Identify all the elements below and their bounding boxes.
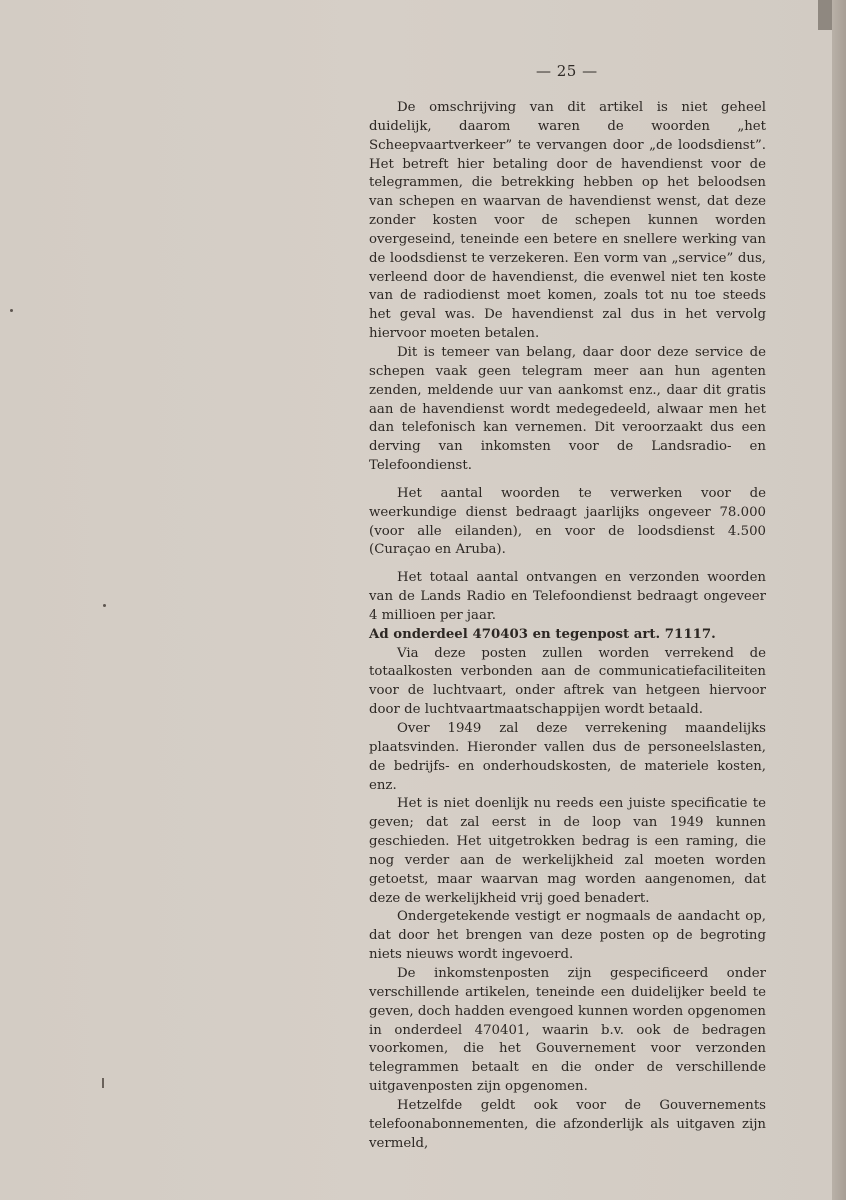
paper-mark xyxy=(102,1078,104,1088)
page-number: — 25 — xyxy=(536,62,598,80)
paragraph: De omschrijving van dit artikel is niet geheel duidelijk, daarom waren de woorden „het Scheepvaartverkeer” te vervangen door „de loodsdienst”. Het betreft hier betaling door de havendienst voor de telegrammen, die betrekking hebben op het beloodsen van schepen en waarvan de havendienst wenst, dat deze zonder kosten voor de schepen kunnen worden overgeseind, teneinde een betere en snellere werking van de loodsdienst te verzekeren. Een vorm van „service” dus, verleend door de havendienst, die evenwel niet ten koste van de radiodienst moet komen, zoals tot nu toe steeds het geval was. De havendienst zal dus in het vervolg hiervoor moeten betalen. xyxy=(369,100,766,342)
paragraph: Dit is temeer van belang, daar door deze service de schepen vaak geen telegram meer aan hun agenten zenden, meldende uur van aankomst enz., daar dit gratis aan de havendienst wordt medegedeeld, alwaar men het dan telefonisch kan vernemen. Dit veroorzaakt dus een derving van inkomsten voor de Landsradio- en Telefoondienst. xyxy=(369,344,766,474)
paragraph: Ondergetekende vestigt er nogmaals de aandacht op, dat door het brengen van deze posten op de begroting niets nieuws wordt ingevoerd. xyxy=(369,909,766,963)
paragraph: Het aantal woorden te verwerken voor de weerkundige dienst bedraagt jaarlijks ongeveer 78.000 (voor alle eilanden), en voor de loodsdienst 4.500 (Curaçao en Aruba). xyxy=(369,485,766,558)
document-body xyxy=(369,99,766,1153)
page-corner xyxy=(818,0,832,30)
paragraph: Het is niet doenlijk nu reeds een juiste specificatie te geven; dat zal eerst in de loop van 1949 kunnen geschieden. Het uitgetrokken bedrag is een raming, die nog verder aan de werkelijkheid zal moeten worden getoetst, maar waarvan mag worden aangenomen, dat deze de werkelijkheid vrij goed benadert. xyxy=(369,796,766,906)
section-heading: Ad onderdeel 470403 en tegenpost art. 71117. xyxy=(369,626,716,642)
paragraph: De inkomstenposten zijn gespecificeerd onder verschillende artikelen, teneinde een duidelijker beeld te geven, doch hadden evengoed kunnen worden opgenomen in onderdeel 470401, waarin b.v. ook de bedragen voorkomen, die het Gouvernement voor verzonden telegrammen betaalt en die onder de verschillende uitgavenposten zijn opgenomen. xyxy=(369,965,766,1095)
paper-speck xyxy=(10,309,13,312)
paragraph: Via deze posten zullen worden verrekend de totaalkosten verbonden aan de communicatiefaciliteiten voor de luchtvaart, onder aftrek van hetgeen hiervoor door de luchtvaartmaatschappijen wordt betaald. xyxy=(369,645,766,718)
paragraph: Hetzelfde geldt ook voor de Gouvernements telefoonabonnementen, die afzonderlijk als uitgaven zijn vermeld, xyxy=(369,1097,766,1151)
paragraph: Over 1949 zal deze verrekening maandelijks plaatsvinden. Hieronder vallen dus de personeelslasten, de bedrijfs- en onderhoudskosten, de materiele kosten, enz. xyxy=(369,721,766,793)
page-edge xyxy=(832,0,846,1200)
paper-speck xyxy=(103,604,106,607)
paragraph: Het totaal aantal ontvangen en verzonden woorden van de Lands Radio en Telefoondienst bedraagt ongeveer 4 millioen per jaar. xyxy=(369,570,766,623)
